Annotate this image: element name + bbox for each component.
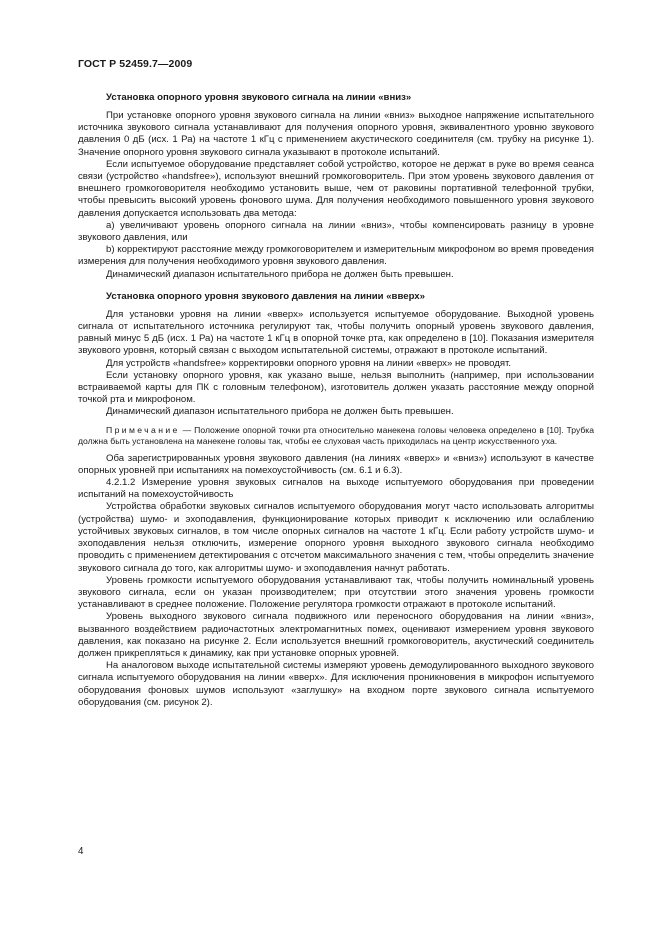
section-downlink-reference [78,92,594,281]
paragraph: При установке опорного уровня звукового сигнала на линии «вниз» выходное напряжение испытательного источника звукового сигнала устанавливают для получения опорного уровня, эквивалентного уровню звукового давления 0 дБ (исх. 1 Ра) на частоте 1 кГц с применением акустического соединителя (см. трубку на рисунке 1). Значение опорного уровня звукового сигнала указывают в протоколе испытаний. [78,110,594,158]
paragraph: Динамический диапазон испытательного прибора не должен быть превышен. [106,406,454,418]
paragraph: Если установку опорного уровня, как указано выше, нельзя выполнить (например, при использовании встраиваемой карты для ПК с головным телефоном), изготовитель должен указать расстояние между опорной точкой рта и микрофоном. [78,369,594,406]
section-measurement [78,453,594,709]
paragraph: Уровень громкости испытуемого оборудования устанавливают так, чтобы получить номинальный уровень звукового сигнала, если он указан производителем; при отсутствии этого значения уровень громкости устанавливают в среднее положение. Положение регулятора громкости отражают в протоколе испытаний. [78,574,594,611]
section-heading-uplink: Установка опорного уровня звукового давления на линии «вверх» [106,290,425,302]
paragraph: Динамический диапазон испытательного прибора не должен быть превышен. [106,268,454,280]
list-item-b: b) корректируют расстояние между громкоговорителем и измерительным микрофоном во время проведения измерения для получения необходимого уровня звукового давления. [78,244,594,268]
section-heading-downlink: Установка опорного уровня звукового сигнала на линии «вниз» [106,92,412,103]
note-text: — Положение опорной точки рта относительно манекена головы человека определено в [10]. Трубка должна быть установлена на манекене головы так, чтобы ее слуховая часть приходилась на центр искусственного уха. [78,424,594,446]
list-item-a: a) увеличивают уровень опорного сигнала на линии «вниз», чтобы компенсировать разницу в уровне звукового давления, или [78,219,594,244]
paragraph: Оба зарегистрированных уровня звукового давления (на линиях «вверх» и «вниз») используют в качестве опорных уровней при испытаниях на помехоустойчивость (см. 6.1 и 6.3). [78,452,594,476]
note [78,425,594,447]
section-uplink-reference [78,291,594,447]
paragraph: Для устройств «handsfree» корректировки опорного уровня на линии «вверх» не проводят. [106,357,512,369]
paragraph: На аналоговом выходе испытательной системы измеряют уровень демодулированного выходного звукового сигнала испытуемого оборудования на линии «вверх». Для исключения проникновения в микрофон испытуемого оборудования фоновых шумов используют «заглушку» на входном порте звукового сигнала испытуемого оборудования (см. рисунок 2). [78,660,594,708]
document-page [78,58,594,709]
page-number: 4 [78,846,84,857]
paragraph: Для установки уровня на линии «вверх» используется испытуемое оборудование. Выходной уровень сигнала от испытательного источника регулируют так, чтобы получить опорный уровень звукового давления, равный минус 5 дБ (исх. 1 Ра) на частоте 1 кГц в опорной точке рта, как определено в [10]. Показания измерителя звукового уровня, который связан с выходом испытательной системы, отражают в протоколе испытаний. [78,308,594,357]
paragraph: Если испытуемое оборудование представляет собой устройство, которое не держат в руке во время сеанса связи (устройство «handsfree»), используют внешний громкоговоритель. При этом уровень звукового давления от внешнего громкоговорителя необходимо установить выше, чем от раковины портативной телефонной трубки, чтобы превысить высокий уровень фонового шума. Для получения необходимого повышенного уровня звукового давления допускается использовать два метода: [78,158,594,219]
note-label: Примечание [106,424,180,435]
paragraph: Уровень выходного звукового сигнала подвижного или переносного оборудования на линии «вниз», вызванного воздействием радиочастотных электромагнитных помех, оценивают измерением уровня звукового давления, как показано на рисунке 2. Если используется внешний громкоговоритель, акустический соединитель должен прикрепляться к динамику, как при установке опорных уровней. [78,611,594,659]
standard-header: ГОСТ Р 52459.7—2009 [78,58,193,70]
clause-heading-4-2-1-2: 4.2.1.2 Измерение уровня звуковых сигналов на выходе испытуемого оборудования при проведении испытаний на помехоустойчивость [78,477,594,501]
paragraph: Устройства обработки звуковых сигналов испытуемого оборудования могут часто использовать алгоритмы (устройства) шумо- и эхоподавления, функционирование которых приводит к исключению или ослаблению устойчивых звуковых сигналов, в том числе опорных сигналов на частоте 1 кГц. Если работу устройств шумо- и эхоподавления нельзя отключить, измерение опорного уровня выходного звукового сигнала необходимо проводить с применением детектирования с отсчетом максимального значения с тем, чтобы определить значение звукового сигнала до того, как алгоритмы шумо- и эхоподавления начнут работать. [78,501,594,574]
